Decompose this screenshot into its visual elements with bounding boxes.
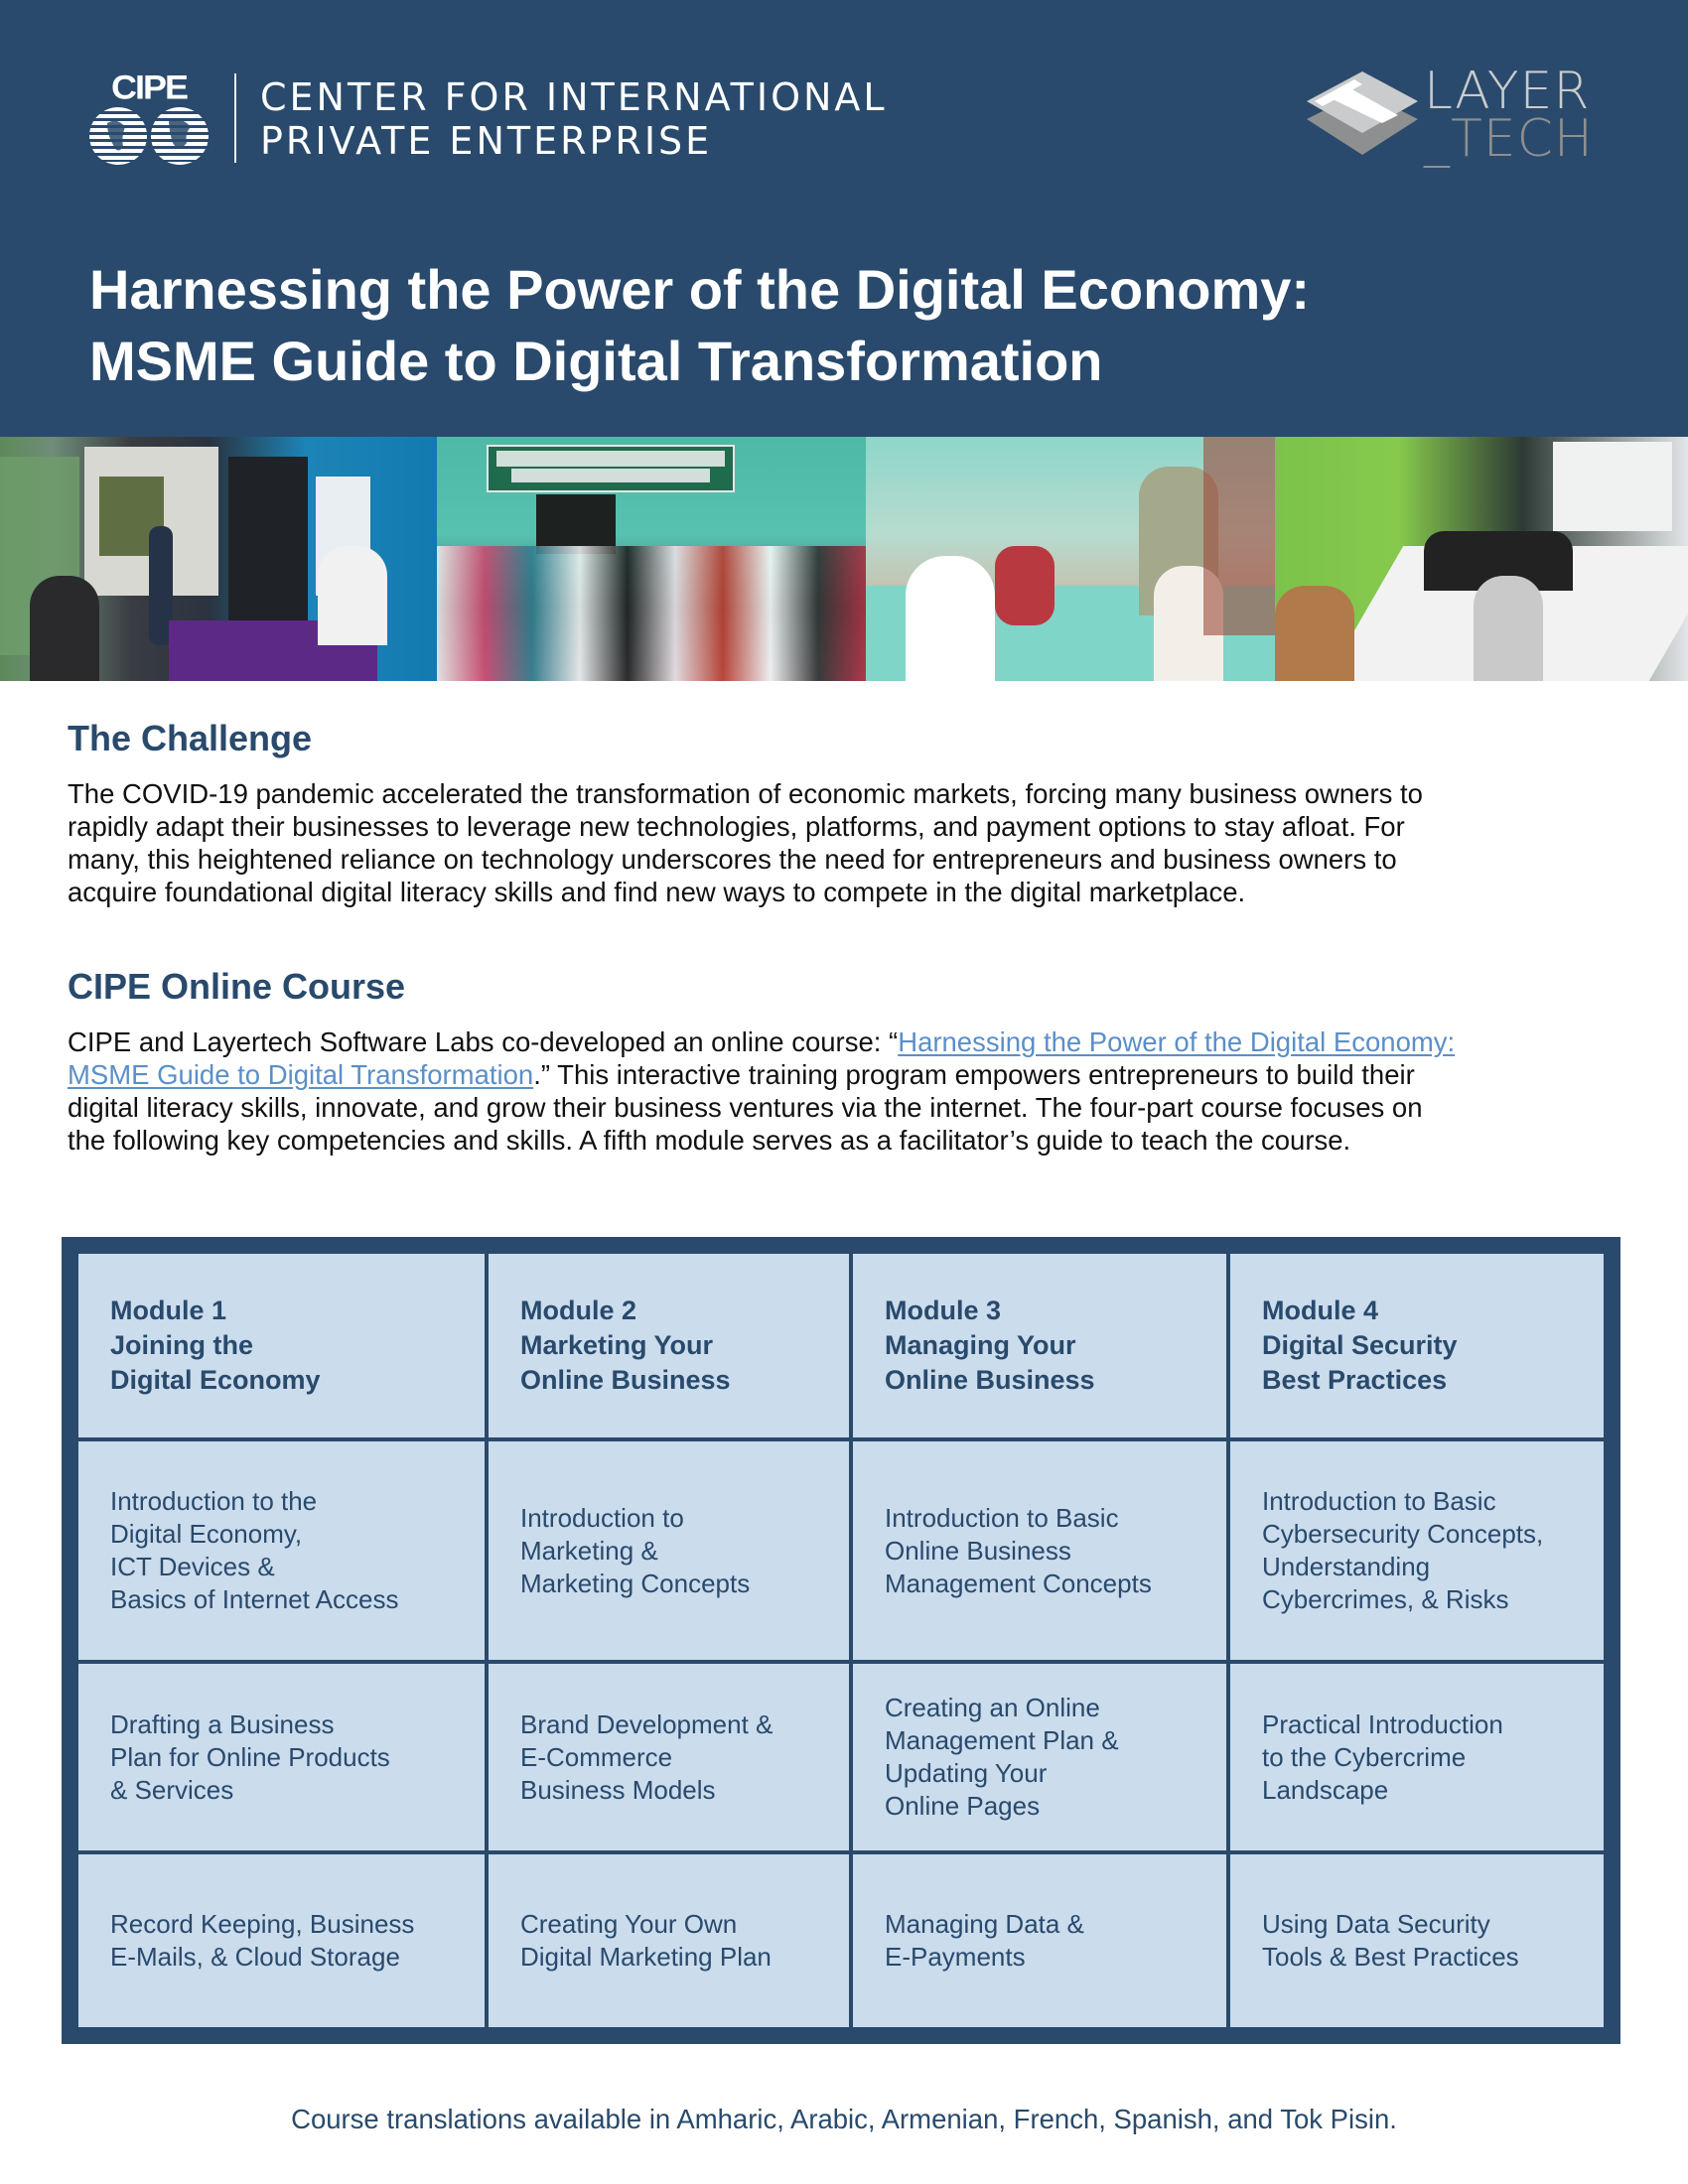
course-description-text: .” This interactive training program empowers entrepreneurs to build their bbox=[533, 1059, 1415, 1090]
cipe-logo bbox=[87, 68, 211, 167]
module-title-line: Joining the bbox=[110, 1330, 253, 1360]
topic-line: Creating an Online bbox=[885, 1693, 1100, 1722]
topic-line: Cybercrimes, & Risks bbox=[1262, 1584, 1509, 1614]
module-title-line: Best Practices bbox=[1262, 1365, 1448, 1395]
topic-line: Updating Your bbox=[885, 1758, 1048, 1788]
topic-line: Landscape bbox=[1262, 1774, 1389, 1805]
challenge-line: acquire foundational digital literacy skills and find new ways to compete in the digital marketplace. bbox=[68, 877, 1246, 907]
module-number: Module 4 bbox=[1262, 1296, 1379, 1325]
module-1-topic-2 bbox=[78, 1664, 485, 1850]
course-paragraph bbox=[68, 1025, 1636, 1157]
topic-line: Brand Development & bbox=[520, 1708, 774, 1739]
topic-line: to the Cybercrime bbox=[1262, 1741, 1467, 1772]
org-name-line-1: CENTER FOR INTERNATIONAL bbox=[260, 75, 888, 119]
course-intro-text: CIPE and Layertech Software Labs co-developed an online course: “ bbox=[68, 1026, 899, 1057]
topic-line: Record Keeping, Business bbox=[110, 1909, 415, 1939]
topic-line: Marketing Concepts bbox=[520, 1568, 751, 1598]
org-name-line-2: PRIVATE ENTERPRISE bbox=[260, 119, 713, 163]
module-4-topic-3 bbox=[1230, 1854, 1604, 2027]
topic-line: Digital Marketing Plan bbox=[520, 1942, 772, 1972]
topic-line: Tools & Best Practices bbox=[1262, 1942, 1519, 1972]
topic-line: Cybersecurity Concepts, bbox=[1262, 1519, 1544, 1549]
topic-line: Understanding bbox=[1262, 1552, 1431, 1581]
topic-line: Drafting a Business bbox=[110, 1708, 335, 1739]
topic-line: Business Models bbox=[520, 1774, 716, 1805]
topic-line: Management Plan & bbox=[885, 1725, 1119, 1755]
module-number: Module 3 bbox=[885, 1296, 1002, 1325]
topic-line: Introduction to Basic bbox=[885, 1502, 1119, 1533]
topic-line: Introduction to the bbox=[110, 1486, 318, 1516]
topic-line: Basics of Internet Access bbox=[110, 1584, 399, 1614]
page-title-line-1: Harnessing the Power of the Digital Economy: bbox=[89, 258, 1311, 321]
topic-line: Introduction to Basic bbox=[1262, 1486, 1496, 1516]
photo-workshop-table bbox=[866, 437, 1275, 681]
challenge-line: The COVID-19 pandemic accelerated the transformation of economic markets, forcing many business owners to bbox=[68, 778, 1423, 809]
topic-line: Plan for Online Products bbox=[110, 1741, 390, 1772]
organization-name bbox=[260, 75, 888, 163]
module-title-line: Digital Security bbox=[1262, 1330, 1458, 1360]
photo-training-room bbox=[1275, 437, 1688, 681]
module-2-topic-2 bbox=[489, 1664, 849, 1850]
course-line-2 bbox=[68, 1058, 1636, 1091]
logo-divider bbox=[234, 73, 236, 163]
module-1-topic-3 bbox=[78, 1854, 485, 2027]
layertech-diamond-icon bbox=[1303, 60, 1422, 169]
course-heading: CIPE Online Course bbox=[68, 966, 406, 1007]
topic-line: E-Commerce bbox=[520, 1741, 673, 1772]
topic-line: Introduction to bbox=[520, 1502, 684, 1533]
topic-line: Management Concepts bbox=[885, 1568, 1152, 1598]
module-4-topic-1 bbox=[1230, 1441, 1604, 1660]
course-line-1 bbox=[68, 1025, 1636, 1058]
topic-line: E-Mails, & Cloud Storage bbox=[110, 1942, 400, 1972]
module-3-header bbox=[853, 1254, 1226, 1437]
module-grid bbox=[78, 1254, 1604, 2027]
topic-line: Creating Your Own bbox=[520, 1909, 738, 1939]
course-line-3: digital literacy skills, innovate, and grow their business ventures via the internet. The four-part course focuses on bbox=[68, 1092, 1423, 1123]
layertech-logo-line-1: LAYER bbox=[1424, 62, 1591, 121]
module-title-line: Marketing Your bbox=[520, 1330, 714, 1360]
topic-line: E-Payments bbox=[885, 1942, 1026, 1972]
module-2-header bbox=[489, 1254, 849, 1437]
layertech-logo bbox=[1303, 60, 1601, 169]
module-title-line: Online Business bbox=[520, 1365, 731, 1395]
module-3-topic-1 bbox=[853, 1441, 1226, 1660]
topic-line: Digital Economy, bbox=[110, 1519, 303, 1549]
photo-group-shrine-city-center bbox=[437, 437, 866, 681]
module-1-header bbox=[78, 1254, 485, 1437]
module-number: Module 1 bbox=[110, 1296, 227, 1325]
globe-icon bbox=[87, 105, 211, 167]
module-3-topic-3 bbox=[853, 1854, 1226, 2027]
translations-note: Course translations available in Amharic, Arabic, Armenian, French, Spanish, and Tok Pisin. bbox=[291, 2104, 1397, 2134]
challenge-paragraph bbox=[68, 777, 1636, 908]
topic-line: Online Pages bbox=[885, 1791, 1041, 1821]
module-title-line: Managing Your bbox=[885, 1330, 1076, 1360]
cipe-logo-text: CIPE bbox=[110, 68, 188, 106]
module-4-topic-2 bbox=[1230, 1664, 1604, 1850]
module-1-topic-1 bbox=[78, 1441, 485, 1660]
module-title-line: Online Business bbox=[885, 1365, 1095, 1395]
module-number: Module 2 bbox=[520, 1296, 637, 1325]
header-banner bbox=[0, 0, 1688, 437]
photo-training-presentation bbox=[0, 437, 437, 681]
topic-line: Managing Data & bbox=[885, 1909, 1084, 1939]
course-title-link-part-2[interactable]: MSME Guide to Digital Transformation bbox=[68, 1059, 534, 1090]
layertech-logo-line-2: _TECH bbox=[1424, 109, 1595, 169]
module-4-header bbox=[1230, 1254, 1604, 1437]
topic-line: Online Business bbox=[885, 1535, 1071, 1566]
topic-line: & Services bbox=[110, 1774, 234, 1805]
module-table bbox=[62, 1237, 1620, 2044]
course-title-link-part-1[interactable]: Harnessing the Power of the Digital Economy: bbox=[898, 1026, 1456, 1057]
module-2-topic-1 bbox=[489, 1441, 849, 1660]
module-2-topic-3 bbox=[489, 1854, 849, 2027]
photo-strip bbox=[0, 437, 1688, 681]
topic-line: ICT Devices & bbox=[110, 1552, 275, 1581]
page-title-line-2: MSME Guide to Digital Transformation bbox=[89, 330, 1103, 392]
topic-line: Using Data Security bbox=[1262, 1909, 1490, 1939]
topic-line: Marketing & bbox=[520, 1535, 658, 1566]
module-title-line: Digital Economy bbox=[110, 1365, 321, 1395]
challenge-line: many, this heightened reliance on technology underscores the need for entrepreneurs and business owners to bbox=[68, 844, 1397, 875]
challenge-line: rapidly adapt their businesses to leverage new technologies, platforms, and payment options to stay afloat. For bbox=[68, 811, 1405, 842]
page-title bbox=[89, 254, 1310, 397]
challenge-heading: The Challenge bbox=[68, 718, 313, 758]
module-3-topic-2 bbox=[853, 1664, 1226, 1850]
course-line-4: the following key competencies and skills. A fifth module serves as a facilitator’s guide to teach the course. bbox=[68, 1125, 1351, 1156]
topic-line: Practical Introduction bbox=[1262, 1708, 1503, 1739]
